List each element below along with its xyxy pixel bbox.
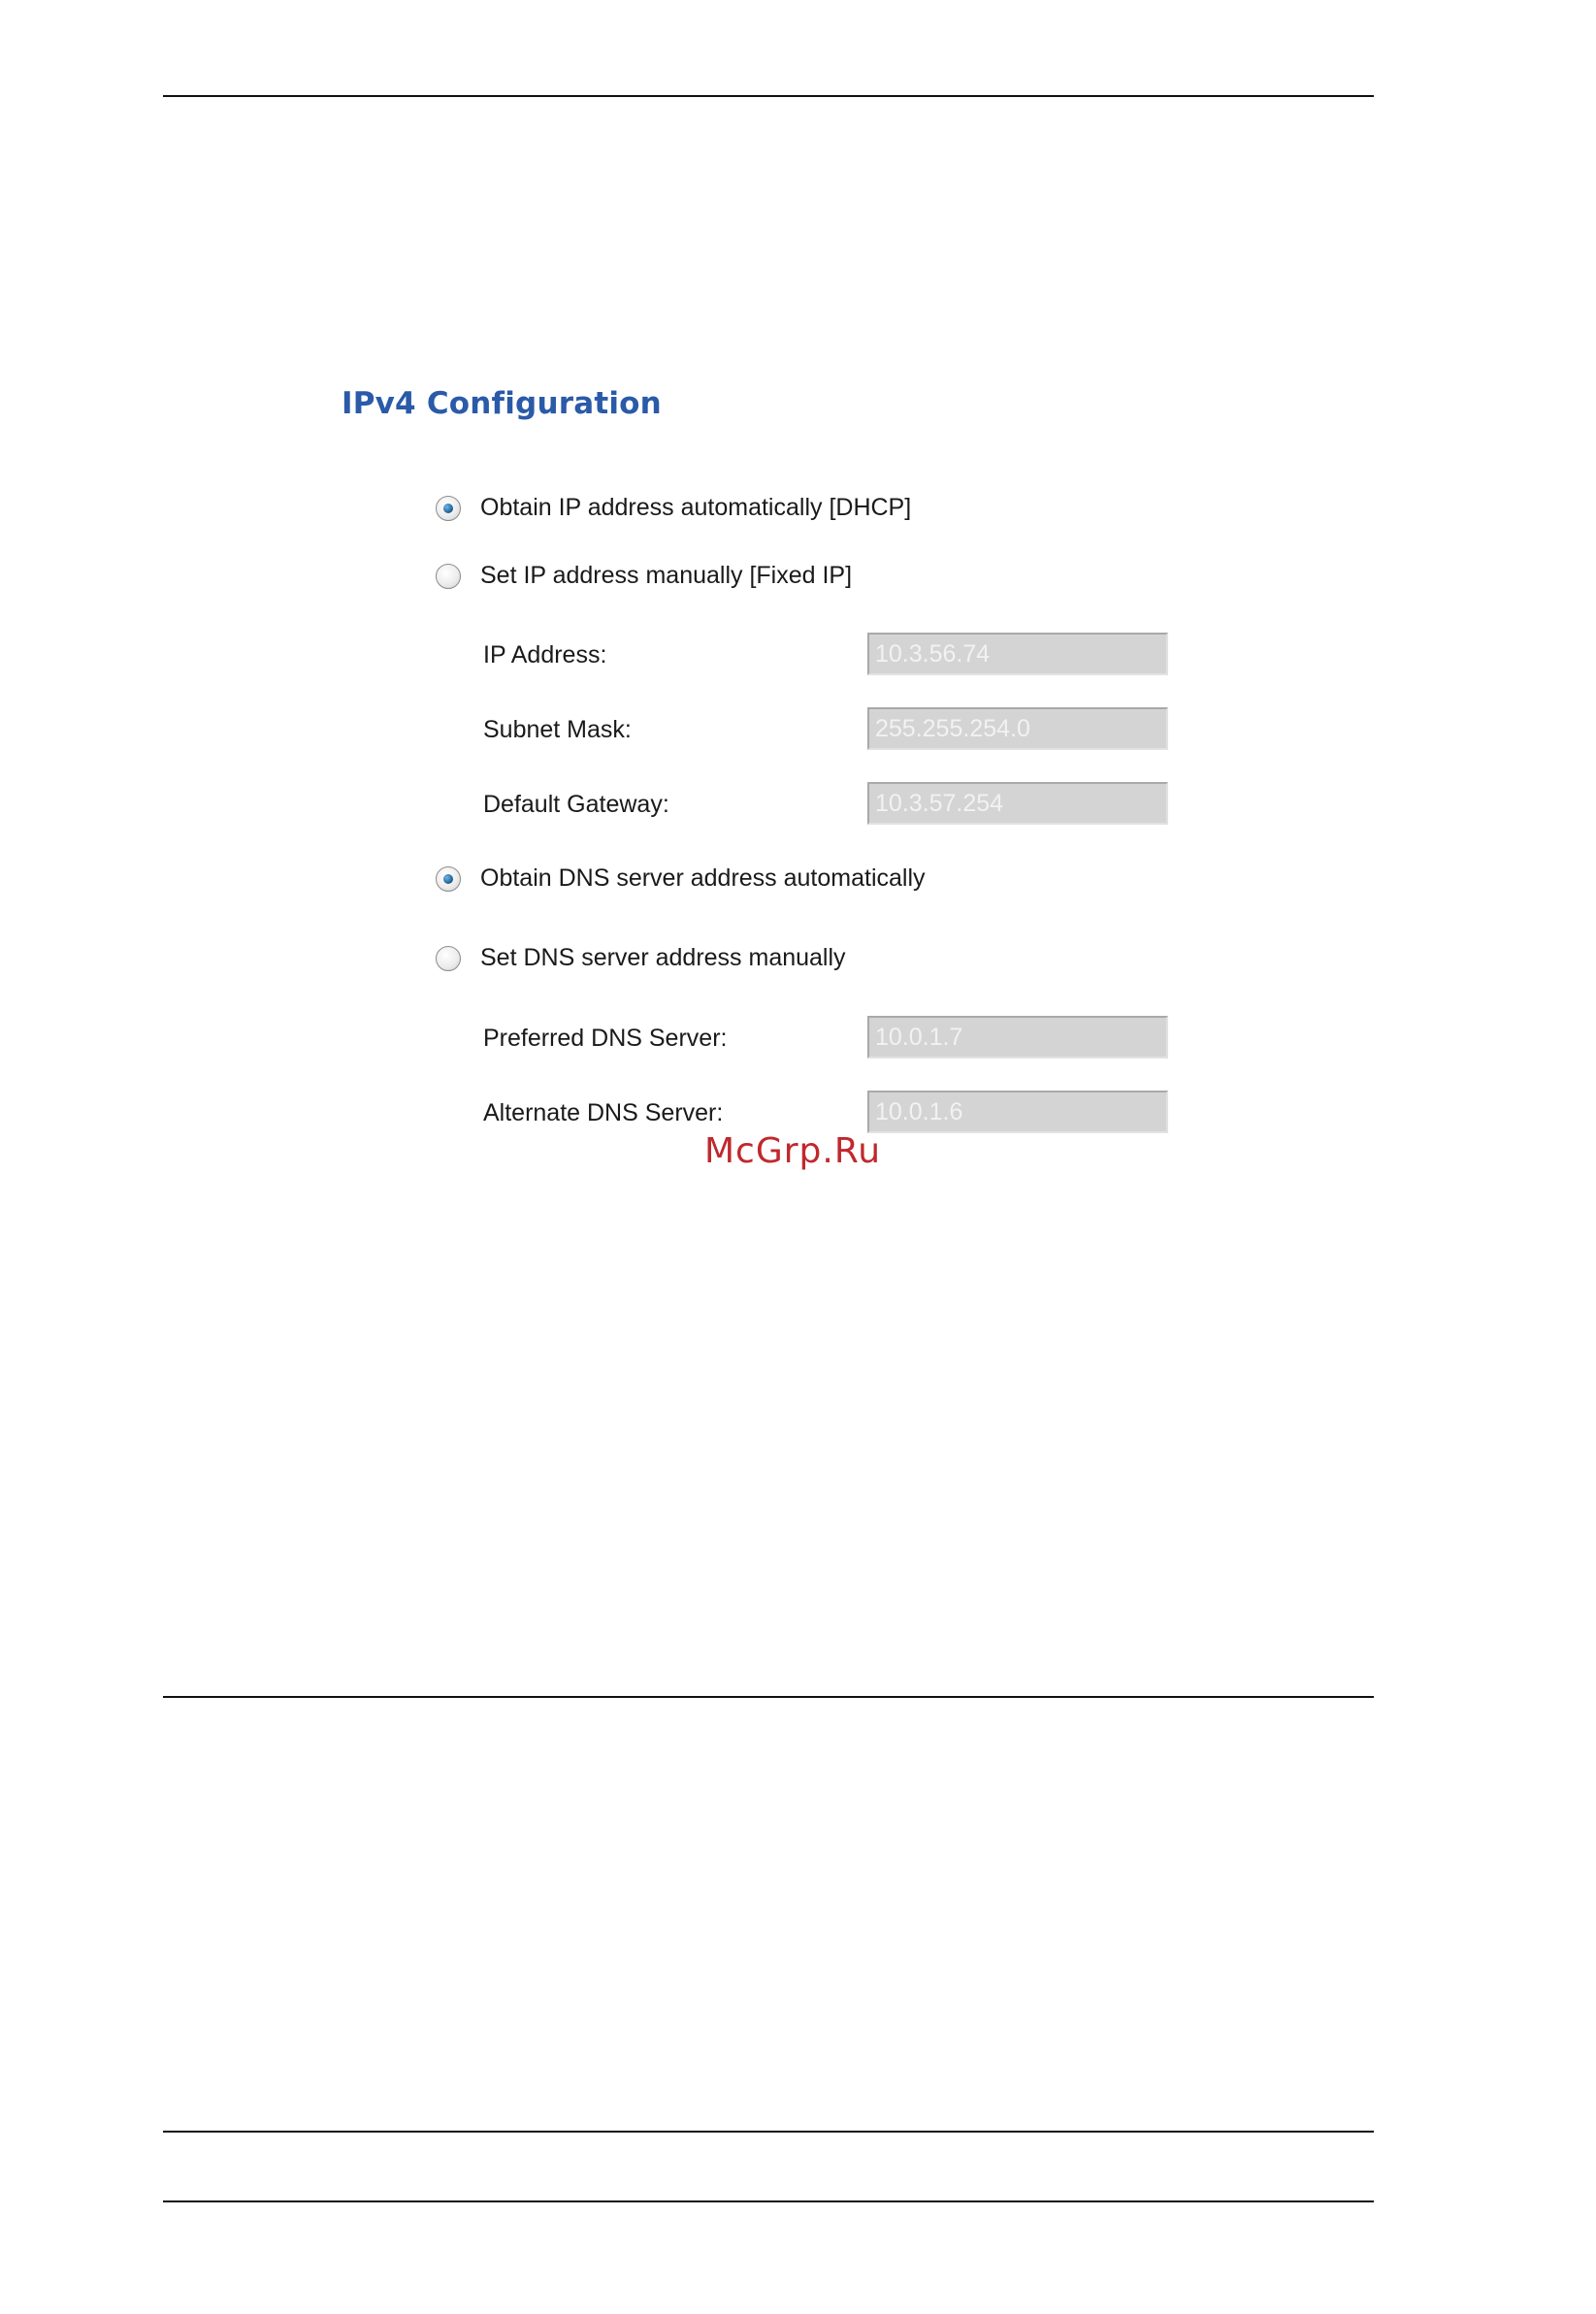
set-dns-manual-label: Set DNS server address manually [480, 944, 846, 971]
preferred-dns-label: Preferred DNS Server: [483, 1025, 728, 1052]
ip-address-input[interactable] [867, 633, 1168, 675]
set-ip-manual-radio[interactable] [436, 562, 852, 590]
set-ip-manual-label: Set IP address manually [Fixed IP] [480, 562, 853, 589]
set-dns-manual-radio[interactable] [436, 944, 846, 972]
ip-address-label: IP Address: [483, 641, 607, 668]
obtain-ip-auto-label: Obtain IP address automatically [DHCP] [480, 494, 912, 521]
radio-unchecked-icon[interactable] [436, 946, 461, 971]
radio-checked-icon[interactable] [436, 866, 461, 892]
panel-title: IPv4 Configuration [342, 386, 662, 421]
obtain-ip-auto-radio[interactable] [436, 494, 911, 522]
default-gateway-label: Default Gateway: [483, 791, 669, 818]
radio-checked-icon[interactable] [436, 496, 461, 521]
subnet-mask-input[interactable] [867, 707, 1168, 750]
footer-rule-bottom [163, 2200, 1374, 2202]
section-rule [163, 1696, 1374, 1698]
obtain-dns-auto-label: Obtain DNS server address automatically [480, 864, 926, 892]
alternate-dns-label: Alternate DNS Server: [483, 1099, 724, 1126]
subnet-mask-label: Subnet Mask: [483, 716, 632, 743]
footer-rule-top [163, 2131, 1374, 2133]
watermark: McGrp.Ru [704, 1131, 882, 1171]
obtain-dns-auto-radio[interactable] [436, 864, 926, 893]
default-gateway-input[interactable] [867, 782, 1168, 825]
alternate-dns-input[interactable] [867, 1091, 1168, 1133]
header-rule [163, 95, 1374, 97]
radio-unchecked-icon[interactable] [436, 564, 461, 589]
preferred-dns-input[interactable] [867, 1016, 1168, 1059]
